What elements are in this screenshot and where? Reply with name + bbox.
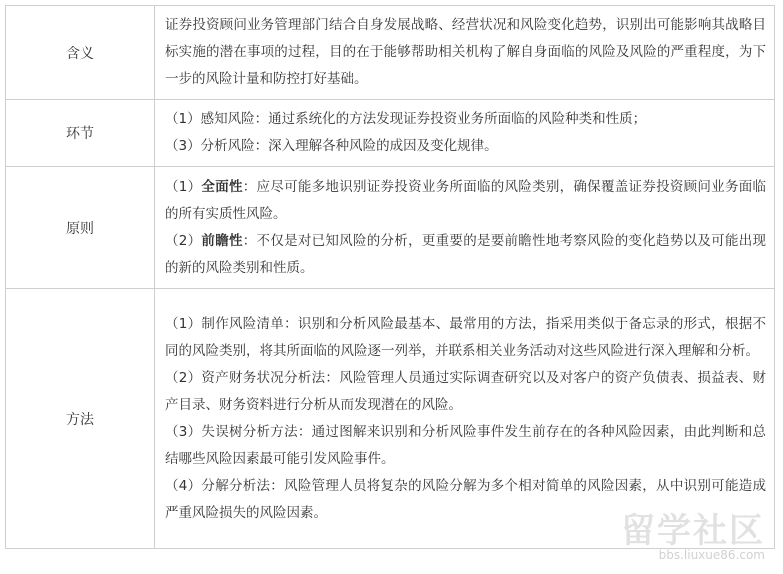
content-cell [155, 167, 775, 289]
table-row-definition [6, 6, 775, 100]
table-row-methods [6, 289, 775, 549]
step-item: （1）感知风险：通过系统化的方法发现证券投资业务所面临的风险种类和性质； [165, 111, 647, 127]
watermark-url: bbs.liuxue86.com [658, 548, 765, 562]
principle-keyword: 全面性 [201, 178, 243, 195]
principle-item [165, 228, 766, 282]
table-row-principles [6, 167, 775, 289]
method-item: （4）分解分析法：风险管理人员将复杂的风险分解为多个相对简单的风险因素，从中识别可能造成严重风险损失的风险因素。 [165, 477, 766, 521]
content-cell [155, 289, 775, 549]
risk-identification-table [5, 5, 775, 549]
content-cell [155, 6, 775, 100]
content-cell [155, 100, 775, 167]
term-cell: 方法 [6, 289, 155, 549]
watermark-logo: 留学社区 [621, 511, 765, 551]
term-cell: 含义 [6, 6, 155, 100]
step-item: （3）分析风险：深入理解各种风险的成因及变化规律。 [165, 138, 498, 154]
term-cell: 原则 [6, 167, 155, 289]
principle-text: ：应尽可能多地识别证券投资业务所面临的风险类别，确保覆盖证券投资顾问业务面临的所有实质性风险。 [165, 178, 767, 222]
method-item: （1）制作风险清单：识别和分析风险最基本、最常用的方法，指采用类似于备忘录的形式，根据不同的风险类别，将其所面临的风险逐一列举，并联系相关业务活动对这些风险进行深入理解和分析。 [165, 315, 766, 359]
principle-prefix: （2） [165, 232, 202, 249]
principle-keyword: 前瞻性 [201, 232, 243, 249]
principle-prefix: （1） [165, 178, 202, 195]
principle-text: ：不仅是对已知风险的分析，更重要的是要前瞻性地考察风险的变化趋势以及可能出现的新的风险类别和性质。 [165, 232, 767, 276]
term-cell: 环节 [6, 100, 155, 167]
method-item: （3）失误树分析方法：通过图解来识别和分析风险事件发生前存在的各种风险因素，由此判断和总结哪些风险因素最可能引发风险事件。 [165, 423, 766, 467]
principle-item [165, 174, 766, 228]
definition-text: 证券投资顾问业务管理部门结合自身发展战略、经营状况和风险变化趋势，识别出可能影响其战略目标实施的潜在事项的过程，目的在于能够帮助相关机构了解自身面临的风险及风险的严重程度，为下一步的风险计量和防控打好基础。 [165, 17, 766, 87]
method-item: （2）资产财务状况分析法：风险管理人员通过实际调查研究以及对客户的资产负债表、损益表、财产目录、财务资料进行分析从而发现潜在的风险。 [165, 369, 766, 413]
table-row-steps [6, 100, 775, 167]
